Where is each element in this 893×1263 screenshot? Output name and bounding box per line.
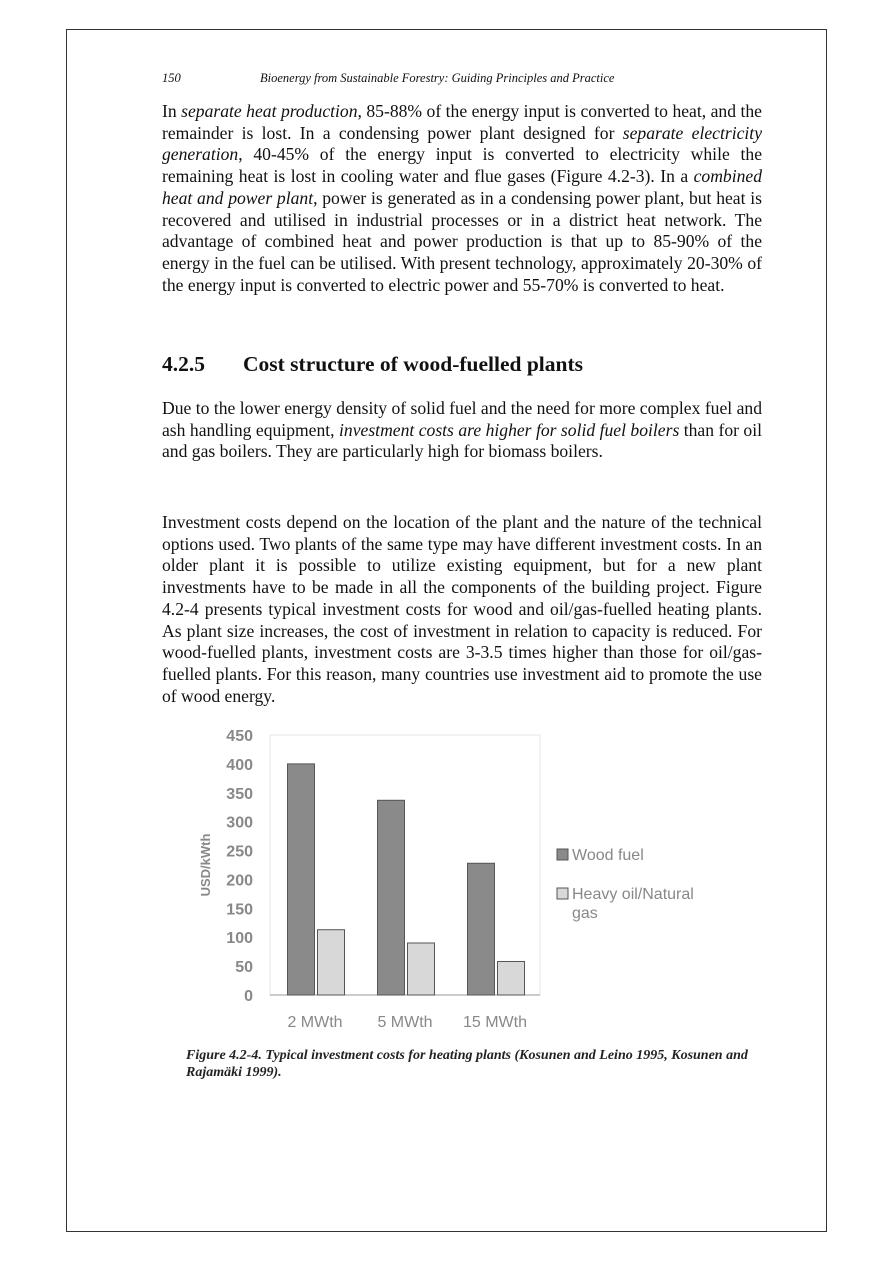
x-tick-label: 2 MWth: [287, 1014, 343, 1031]
y-tick-label: 300: [226, 814, 253, 832]
paragraph-heat-production: [162, 101, 762, 305]
bar-wood-fuel: [288, 764, 315, 995]
text-run: , power is generated as in a condensing power plant, but heat is recovered and utilised in industrial processes or in a district heat network. The advantage of combined heat and power production is that up to 85-90% of the energy in the fuel can be utilised. With present technology, approximately 20-30% of the energy input is converted to electric power and 55-70% is converted to heat.: [162, 187, 762, 295]
y-axis-title: USD/kWth: [198, 833, 213, 897]
y-tick-label: 100: [226, 930, 253, 948]
paragraph-1: [162, 101, 762, 296]
y-tick-label: 50: [235, 959, 253, 977]
y-tick-label: 400: [226, 756, 253, 774]
text-run: In: [162, 101, 182, 121]
y-tick-label: 450: [226, 728, 253, 745]
x-tick-label: 15 MWth: [462, 1014, 528, 1031]
text-run: Due to the lower energy density of solid fuel and the need for more complex fuel and ash handling equipment,: [162, 398, 762, 440]
legend-swatch-wood-fuel: [557, 849, 568, 860]
y-tick-label: 150: [226, 901, 253, 919]
paragraph-3: Investment costs depend on the location of the plant and the nature of the technical options used. Two plants of the same type may have different investment costs. In an older plant it is possible to utilize existing equipment, but for a new plant investments have to be made in all the components of the building project. Figure 4.2-4 presents typical investment costs for wood and oil/gas-fuelled heating plants. As plant size increases, the cost of investment in relation to capacity is reduced. For wood-fuelled plants, investment costs are 3-3.5 times higher than those for oil/gas-fuelled plants. For this reason, many countries use investment aid to promote the use of wood energy.: [162, 512, 762, 706]
investment-cost-chart: [190, 718, 750, 1038]
bar-heavy-oil-natural-gas: [408, 943, 435, 995]
text-run: than for oil and gas boilers. They are particularly high for biomass boilers.: [162, 419, 763, 462]
legend-swatch-heavy-oil: [557, 888, 568, 899]
paragraph-2: [162, 398, 762, 463]
y-tick-label: 0: [244, 988, 253, 1005]
book-title: Bioenergy from Sustainable Forestry: Guiding Principles and Practice: [260, 71, 615, 85]
emphasis-separate-electricity: separate electricity generation: [162, 122, 762, 165]
text-run: , 85-88% of the energy input is converted to heat, and the remainder is lost. In a condensing power plant designed for: [162, 101, 762, 143]
figure-caption: Figure 4.2-4. Typical investment costs for heating plants (Kosunen and Leino 1995, Kosunen and Rajamäki 1999).: [186, 1048, 748, 1080]
x-tick-label: 5 MWth: [377, 1014, 433, 1031]
emphasis-separate-heat: separate heat production: [181, 101, 358, 121]
emphasis-chp: combined heat and power plant: [162, 166, 762, 208]
y-tick-label: 350: [226, 785, 253, 803]
bar-wood-fuel: [468, 863, 495, 995]
bar-wood-fuel: [378, 800, 405, 995]
emphasis-investment-costs: investment costs are higher for solid fuel boilers: [339, 419, 680, 440]
page-number: 150: [162, 71, 181, 85]
bar-heavy-oil-natural-gas: [498, 961, 525, 995]
bar-heavy-oil-natural-gas: [318, 930, 345, 995]
section-number: 4.2.5: [162, 352, 205, 376]
y-tick-label: 250: [226, 843, 253, 861]
section-heading: [162, 352, 583, 377]
legend-label-heavy-oil: Heavy oil/Natural gas: [572, 886, 694, 922]
y-tick-label: 200: [226, 872, 253, 890]
legend-label-wood-fuel: Wood fuel: [572, 847, 644, 864]
section-title: Cost structure of wood-fuelled plants: [243, 352, 584, 376]
text-run: , 40-45% of the energy input is converted to electricity while the remaining heat is lost in cooling water and flue gases (Figure 4.2-3). In a: [162, 144, 762, 187]
